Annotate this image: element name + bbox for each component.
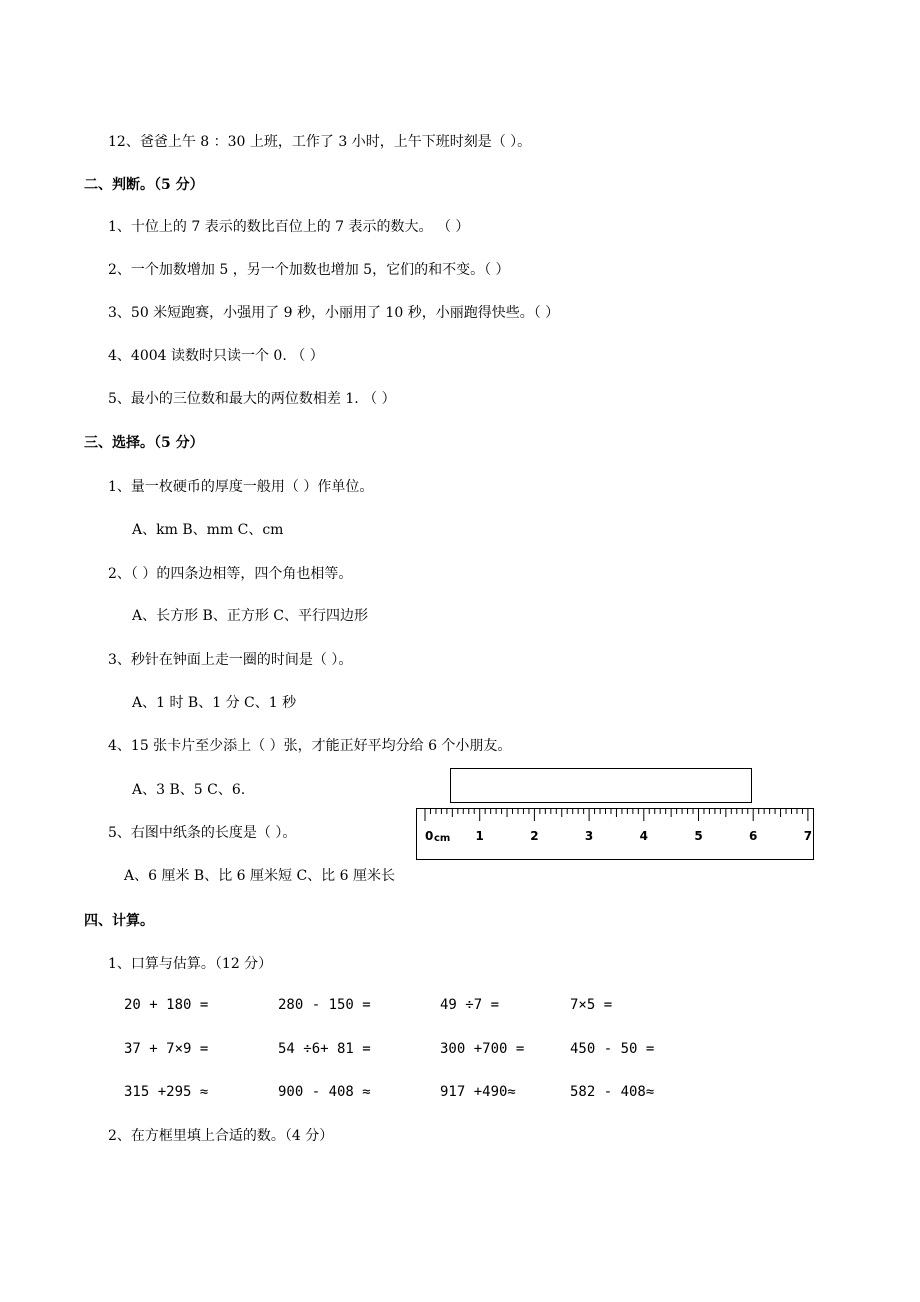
calc-expression: 582 - 408≈ <box>570 1084 655 1100</box>
section-calculation-heading: 四、计算。 <box>84 913 154 929</box>
calc-expression: 450 - 50 = <box>570 1041 655 1057</box>
ruler-label: 1 <box>475 829 484 843</box>
ruler-label: 4 <box>639 829 648 843</box>
paper-strip <box>450 768 752 803</box>
section-choice-heading: 三、选择。（5 分） <box>84 435 204 451</box>
ruler-scale <box>417 809 815 861</box>
choice-2: 2、（ ）的四条边相等，四个角也相等。 <box>108 566 353 582</box>
calc-part-2-title: 2、在方框里填上合适的数。（4 分） <box>108 1128 334 1144</box>
choice-5: 5、右图中纸条的长度是（ ）。 <box>108 825 297 841</box>
choice-3-options: A、1 时 B、1 分 C、1 秒 <box>132 695 297 711</box>
choice-5-options: A、6 厘米 B、比 6 厘米短 C、比 6 厘米长 <box>124 868 395 884</box>
choice-1: 1、量一枚硬币的厚度一般用（ ）作单位。 <box>108 479 374 495</box>
calc-part-1-title: 1、口算与估算。（12 分） <box>108 956 273 972</box>
ruler-label: 6 <box>749 829 758 843</box>
choice-1-options: A、km B、mm C、cm <box>132 522 284 538</box>
judgement-5: 5、最小的三位数和最大的两位数相差 1. （ ） <box>108 391 396 407</box>
judgement-4: 4、4004 读数时只读一个 0. （ ） <box>108 348 324 364</box>
section-judgement-heading: 二、判断。（5 分） <box>84 177 204 193</box>
choice-4: 4、15 张卡片至少添上（ ）张，才能正好平均分给 6 个小朋友。 <box>108 738 512 754</box>
choice-2-options: A、长方形 B、正方形 C、平行四边形 <box>132 608 369 624</box>
ruler-label: 5 <box>694 829 703 843</box>
choice-3: 3、秒针在钟面上走一圈的时间是（ ）。 <box>108 652 353 668</box>
judgement-2: 2、一个加数增加 5 ，另一个加数也增加 5，它们的和不变。（ ） <box>108 262 510 278</box>
calc-expression: 54 ÷6+ 81 = <box>278 1041 371 1057</box>
calc-expression: 20 + 180 = <box>124 997 209 1013</box>
calc-expression: 37 + 7×9 = <box>124 1041 209 1057</box>
ruler <box>416 808 814 860</box>
choice-4-options: A、3 B、5 C、6. <box>132 782 246 798</box>
calc-expression: 7×5 = <box>570 997 613 1013</box>
ruler-label: 7 <box>803 829 813 843</box>
calc-expression: 300 +700 = <box>440 1041 525 1057</box>
calc-expression: 49 ÷7 = <box>440 997 500 1013</box>
question-12: 12、爸爸上午 8 ：30 上班，工作了 3 小时，上午下班时刻是（ ）。 <box>108 134 532 150</box>
calc-expression: 900 - 408 ≈ <box>278 1084 371 1100</box>
judgement-3: 3、50 米短跑赛，小强用了 9 秒，小丽用了 10 秒，小丽跑得快些。（ ） <box>108 305 560 321</box>
calc-expression: 917 +490≈ <box>440 1084 516 1100</box>
ruler-label: 0 <box>425 829 434 843</box>
ruler-label: 3 <box>584 829 594 843</box>
calc-expression: 315 +295 ≈ <box>124 1084 209 1100</box>
ruler-label: 2 <box>530 829 539 843</box>
ruler-unit: cm <box>434 833 451 844</box>
judgement-1: 1、十位上的 7 表示的数比百位上的 7 表示的数大。 （ ） <box>108 219 470 235</box>
calc-expression: 280 - 150 = <box>278 997 371 1013</box>
